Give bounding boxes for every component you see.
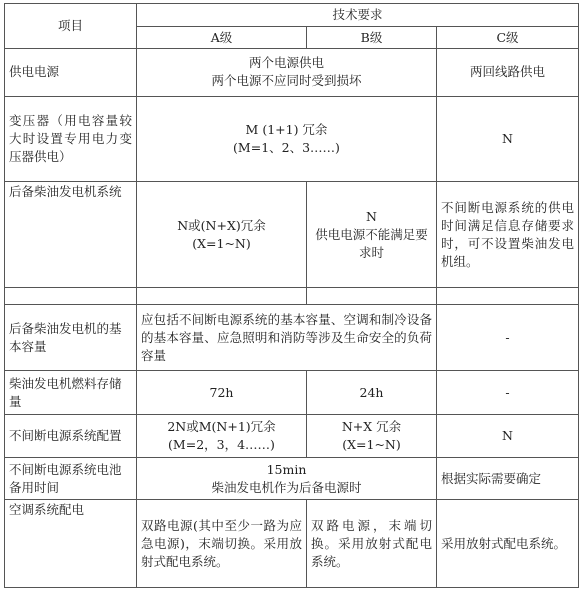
label-battery-time: 不间断电源系统电池备用时间 <box>5 458 137 500</box>
header-level-a: A级 <box>137 27 307 49</box>
generator-c: 不间断电源系统的供电时间满足信息存储要求时，可不设置柴油发电机组。 <box>437 182 579 288</box>
row-transformer <box>5 96 579 182</box>
ups-config-b <box>307 414 437 457</box>
label-power-supply: 供电电源 <box>5 49 137 96</box>
generator-a-line-2: (X=1~N) <box>192 235 251 251</box>
row-power-supply <box>5 49 579 96</box>
empty-cell-4 <box>437 287 579 304</box>
row-generator-capacity <box>5 305 579 371</box>
empty-cell-2 <box>137 287 307 304</box>
power-supply-ab-line-1: 两个电源供电 <box>248 55 324 71</box>
generator-capacity-ab: 应包括不间断电源系统的基本容量、空调和制冷设备的基本容量、应急照明和消防等涉及生命安全的负荷容量 <box>137 305 437 371</box>
label-generator: 后备柴油发电机系统 <box>5 182 137 288</box>
transformer-ab-line-2: (M=1、2、3……) <box>233 139 340 155</box>
label-transformer: 变压器（用电容量较大时设置专用电力变压器供电） <box>5 96 137 182</box>
fuel-storage-a: 72h <box>137 371 307 414</box>
transformer-c: N <box>437 96 579 182</box>
generator-b <box>307 182 437 288</box>
label-generator-capacity: 后备柴油发电机的基本容量 <box>5 305 137 371</box>
header-item: 项目 <box>5 4 137 49</box>
battery-time-ab-line-2: 柴油发电机作为后备电源时 <box>211 479 362 495</box>
battery-time-ab-line-1: 15min <box>266 461 307 477</box>
row-empty <box>5 287 579 304</box>
power-supply-ab <box>137 49 437 96</box>
generator-capacity-c: - <box>437 305 579 371</box>
header-level-b: B级 <box>307 27 437 49</box>
hvac-power-a: 双路电源(其中至少一路为应急电源)，末端切换。采用放射式配电系统。 <box>137 500 307 588</box>
fuel-storage-b: 24h <box>307 371 437 414</box>
ups-config-a <box>137 414 307 457</box>
generator-a <box>137 182 307 288</box>
hvac-power-b: 双路电源，末端切换。采用放射式配电系统。 <box>307 500 437 588</box>
power-supply-c: 两回线路供电 <box>437 49 579 96</box>
label-fuel-storage: 柴油发电机燃料存储量 <box>5 371 137 414</box>
empty-cell-1 <box>5 287 137 304</box>
ups-config-a-line-2: (M=2，3，4……) <box>168 436 275 452</box>
header-level-c: C级 <box>437 27 579 49</box>
tech-requirements-table <box>4 3 579 588</box>
ups-config-b-line-2: (X=1~N) <box>342 436 401 452</box>
transformer-ab-line-1: M (1+1) 冗余 <box>245 121 328 137</box>
transformer-ab <box>137 96 437 182</box>
row-ups-config <box>5 414 579 457</box>
fuel-storage-c: - <box>437 371 579 414</box>
ups-config-a-line-1: 2N或M(N+1)冗余 <box>167 418 276 434</box>
generator-b-line-2: 供电电源不能满足要求时 <box>315 226 428 260</box>
label-hvac-power: 空调系统配电 <box>5 500 137 588</box>
row-fuel-storage <box>5 371 579 414</box>
battery-time-c: 根据实际需要确定 <box>437 458 579 500</box>
generator-a-line-1: N或(N+X)冗余 <box>177 217 266 233</box>
label-ups-config: 不间断电源系统配置 <box>5 414 137 457</box>
header-row-1 <box>5 4 579 27</box>
row-battery-time <box>5 458 579 500</box>
ups-config-c: N <box>437 414 579 457</box>
row-hvac-power <box>5 500 579 588</box>
empty-cell-3 <box>307 287 437 304</box>
power-supply-ab-line-2: 两个电源不应同时受到损坏 <box>211 73 362 89</box>
hvac-power-c: 采用放射式配电系统。 <box>437 500 579 588</box>
ups-config-b-line-1: N+X 冗余 <box>341 418 402 434</box>
row-generator <box>5 182 579 288</box>
battery-time-ab <box>137 458 437 500</box>
header-tech-requirements: 技术要求 <box>137 4 579 27</box>
generator-b-line-1: N <box>366 208 377 224</box>
